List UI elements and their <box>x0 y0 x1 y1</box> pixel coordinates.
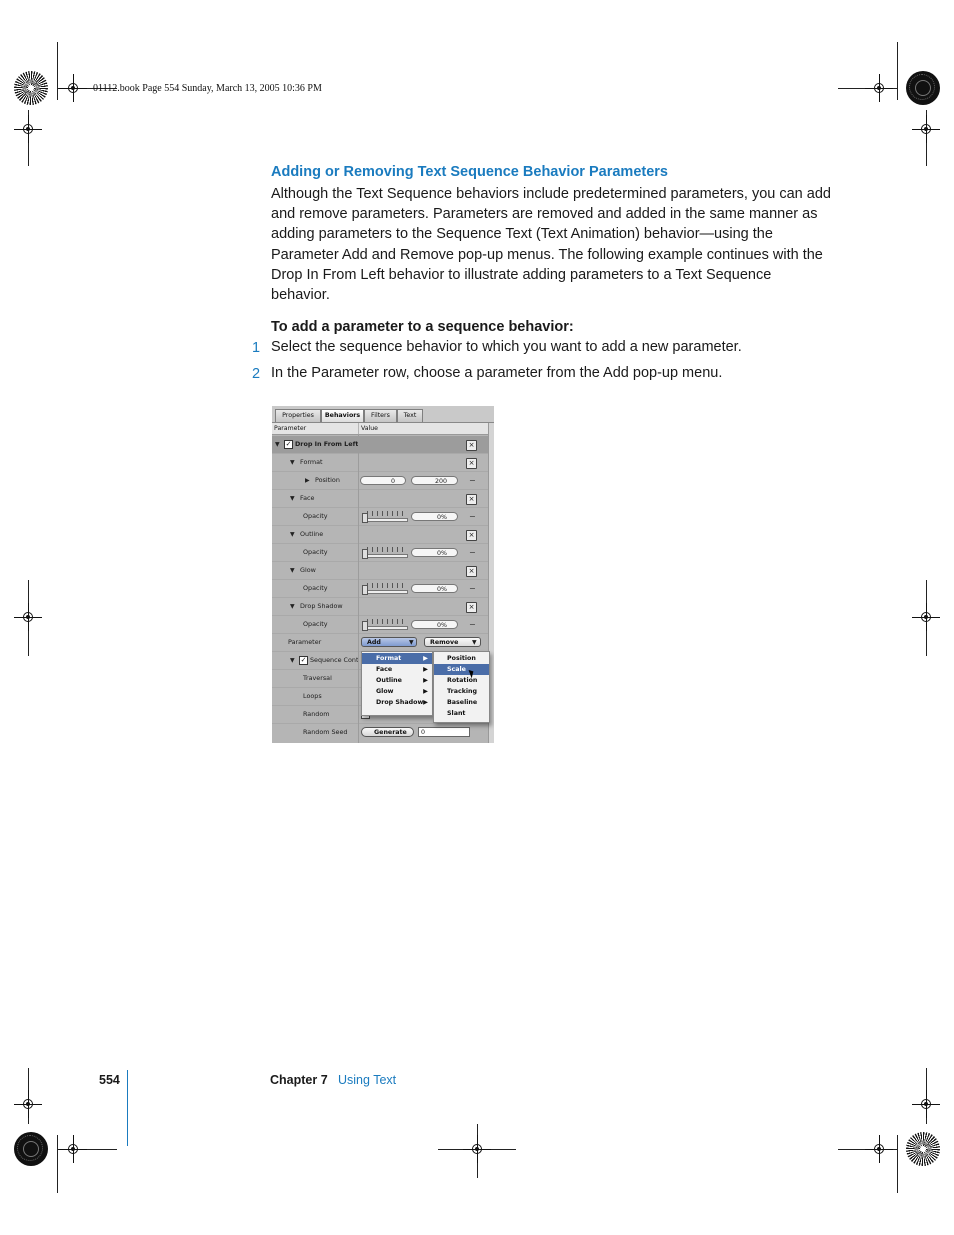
opacity-slider[interactable] <box>362 547 406 557</box>
footer-divider <box>127 1070 128 1146</box>
body-paragraph <box>271 184 831 305</box>
registration-mark-icon <box>20 609 36 625</box>
column-header-parameter: Parameter <box>272 423 358 435</box>
close-icon[interactable]: × <box>466 494 477 505</box>
disclosure-triangle-icon[interactable]: ▼ <box>290 495 295 502</box>
opacity-slider[interactable] <box>362 619 406 629</box>
opacity-field[interactable]: 0% <box>411 620 458 629</box>
disclosure-triangle-icon[interactable]: ▼ <box>290 531 295 538</box>
page-number: 554 <box>99 1073 120 1087</box>
tab-filters[interactable]: Filters <box>364 409 397 422</box>
parameter-row <box>272 544 488 562</box>
parameter-group-row[interactable] <box>272 562 488 580</box>
menu-item-face[interactable]: Face ▶ <box>376 666 428 673</box>
parameter-row <box>272 580 488 598</box>
step-text: Select the sequence behavior to which you want to add a new parameter. <box>271 339 742 355</box>
parameter-label: Traversal <box>303 674 332 682</box>
parameter-group-row[interactable] <box>272 526 488 544</box>
parameter-label: Glow <box>300 566 316 574</box>
submenu-arrow-icon: ▶ <box>423 677 428 684</box>
submenu-arrow-icon: ▶ <box>423 666 428 673</box>
target-mark-icon <box>14 1132 48 1166</box>
parameter-row <box>272 472 488 490</box>
registration-mark-icon <box>871 80 887 96</box>
parameter-group-row[interactable] <box>272 490 488 508</box>
tab-properties[interactable]: Properties <box>275 409 321 422</box>
body-line: adding parameters to the Sequence Text (Text Animation) behavior—using the <box>271 226 773 243</box>
parameter-group-row[interactable] <box>272 598 488 616</box>
opacity-slider[interactable] <box>362 583 406 593</box>
submenu-arrow-icon: ▶ <box>423 688 428 695</box>
step-item <box>252 365 260 383</box>
menu-item-drop-shadow[interactable]: Drop Shadow ▶ <box>376 699 428 706</box>
registration-mark-icon <box>469 1141 485 1157</box>
submenu-item-position[interactable]: Position <box>447 655 476 662</box>
registration-mark-icon <box>20 121 36 137</box>
inspector-screenshot <box>272 406 494 743</box>
close-icon[interactable]: × <box>466 602 477 613</box>
parameter-label: Opacity <box>303 512 328 520</box>
step-text: In the Parameter row, choose a parameter from the Add pop-up menu. <box>271 365 723 381</box>
disclosure-triangle-icon[interactable]: ▼ <box>290 603 295 610</box>
body-line: Drop In From Left behavior to illustrate adding parameters to a Text Sequence <box>271 266 772 283</box>
minus-icon[interactable]: − <box>469 476 476 485</box>
minus-icon[interactable]: − <box>469 512 476 521</box>
add-popup-button[interactable]: Add <box>361 637 417 647</box>
tab-text[interactable]: Text <box>397 409 423 422</box>
submenu-item-slant[interactable]: Slant <box>447 710 466 717</box>
checkbox-checked-icon[interactable]: ✓ <box>285 440 292 448</box>
procedure-title: To add a parameter to a sequence behavior: <box>271 319 574 335</box>
disclosure-triangle-right-icon[interactable]: ▶ <box>305 477 310 484</box>
submenu-item-baseline[interactable]: Baseline <box>447 699 478 706</box>
parameter-add-remove-row <box>272 634 488 652</box>
section-heading: Adding or Removing Text Sequence Behavior Parameters <box>271 164 668 180</box>
body-line: and remove parameters. Parameters are removed and added in the same manner as <box>271 206 818 223</box>
column-divider <box>358 434 359 743</box>
remove-popup-button[interactable]: Remove <box>424 637 481 647</box>
parameter-label: Drop Shadow <box>300 602 343 610</box>
inspector-tab-bar <box>272 406 494 423</box>
starburst-mark-icon <box>906 1132 940 1166</box>
disclosure-triangle-icon[interactable]: ▼ <box>290 657 295 664</box>
generate-button[interactable]: Generate <box>361 727 414 737</box>
parameter-label: Opacity <box>303 548 328 556</box>
submenu-item-tracking[interactable]: Tracking <box>447 688 478 695</box>
opacity-field[interactable]: 0% <box>411 584 458 593</box>
minus-icon[interactable]: − <box>469 584 476 593</box>
minus-icon[interactable]: − <box>469 620 476 629</box>
registration-mark-icon <box>918 1096 934 1112</box>
behavior-row[interactable] <box>272 436 488 454</box>
parameter-label: Random <box>303 710 330 718</box>
disclosure-triangle-icon[interactable]: ▼ <box>290 567 295 574</box>
position-x-field[interactable]: 0 <box>360 476 406 485</box>
minus-icon[interactable]: − <box>469 548 476 557</box>
parameter-label: Loops <box>303 692 322 700</box>
close-icon[interactable]: × <box>466 530 477 541</box>
close-icon[interactable]: × <box>466 440 477 451</box>
parameter-label: Opacity <box>303 584 328 592</box>
parameter-row <box>272 724 488 741</box>
registration-mark-icon <box>20 1096 36 1112</box>
disclosure-triangle-icon[interactable]: ▼ <box>275 441 280 448</box>
parameter-label: Sequence Cont <box>310 656 359 664</box>
chevron-down-icon: ▼ <box>472 639 477 646</box>
menu-item-glow[interactable]: Glow ▶ <box>376 688 428 695</box>
starburst-mark-icon <box>14 71 48 105</box>
submenu-item-rotation[interactable]: Rotation <box>447 677 478 684</box>
body-line: Parameter Add and Remove pop-up menus. The following example continues with the <box>271 246 823 263</box>
parameter-label: Position <box>315 476 340 484</box>
parameter-label: Face <box>300 494 315 502</box>
registration-mark-icon <box>918 609 934 625</box>
submenu-item-scale[interactable]: Scale <box>434 664 489 675</box>
registration-mark-icon <box>871 1141 887 1157</box>
column-header-value: Value <box>359 423 490 435</box>
behavior-name: Drop In From Left <box>295 440 359 448</box>
parameter-label: Format <box>300 458 323 466</box>
disclosure-triangle-icon[interactable]: ▼ <box>290 459 295 466</box>
step-item <box>252 339 260 357</box>
step-number: 1 <box>252 340 261 356</box>
body-line: Although the Text Sequence behaviors include predetermined parameters, you can add <box>271 186 831 202</box>
close-icon[interactable]: × <box>466 566 477 577</box>
chapter-title: Using Text <box>338 1073 397 1087</box>
checkbox-checked-icon[interactable]: ✓ <box>300 656 307 664</box>
submenu-arrow-icon: ▶ <box>423 699 428 706</box>
parameter-group-row[interactable] <box>272 454 488 472</box>
chevron-down-icon: ▼ <box>409 639 414 646</box>
chapter-label: Chapter 7 <box>270 1073 328 1087</box>
position-y-field[interactable]: 200 <box>411 476 458 485</box>
parameter-row <box>272 508 488 526</box>
registration-mark-icon <box>65 80 81 96</box>
body-line: behavior. <box>271 287 330 304</box>
parameter-label: Parameter <box>288 638 322 646</box>
parameter-label: Random Seed <box>303 728 348 736</box>
opacity-field[interactable]: 0% <box>411 512 458 521</box>
menu-item-outline[interactable]: Outline ▶ <box>376 677 428 684</box>
menu-item-format[interactable]: Format ▶ <box>362 653 432 664</box>
format-submenu <box>433 651 490 723</box>
random-seed-field[interactable]: 0 <box>418 727 470 737</box>
parameter-row <box>272 616 488 634</box>
add-popup-menu <box>361 651 433 716</box>
step-number: 2 <box>252 366 261 382</box>
print-slug: 01112.book Page 554 Sunday, March 13, 2005 10:36 PM <box>93 83 322 94</box>
parameter-label: Opacity <box>303 620 328 628</box>
target-mark-icon <box>906 71 940 105</box>
tab-behaviors[interactable]: Behaviors <box>321 409 364 422</box>
submenu-arrow-icon: ▶ <box>423 655 428 662</box>
opacity-slider[interactable] <box>362 511 406 521</box>
close-icon[interactable]: × <box>466 458 477 469</box>
registration-mark-icon <box>65 1141 81 1157</box>
parameter-label: Outline <box>300 530 324 538</box>
registration-mark-icon <box>918 121 934 137</box>
opacity-field[interactable]: 0% <box>411 548 458 557</box>
